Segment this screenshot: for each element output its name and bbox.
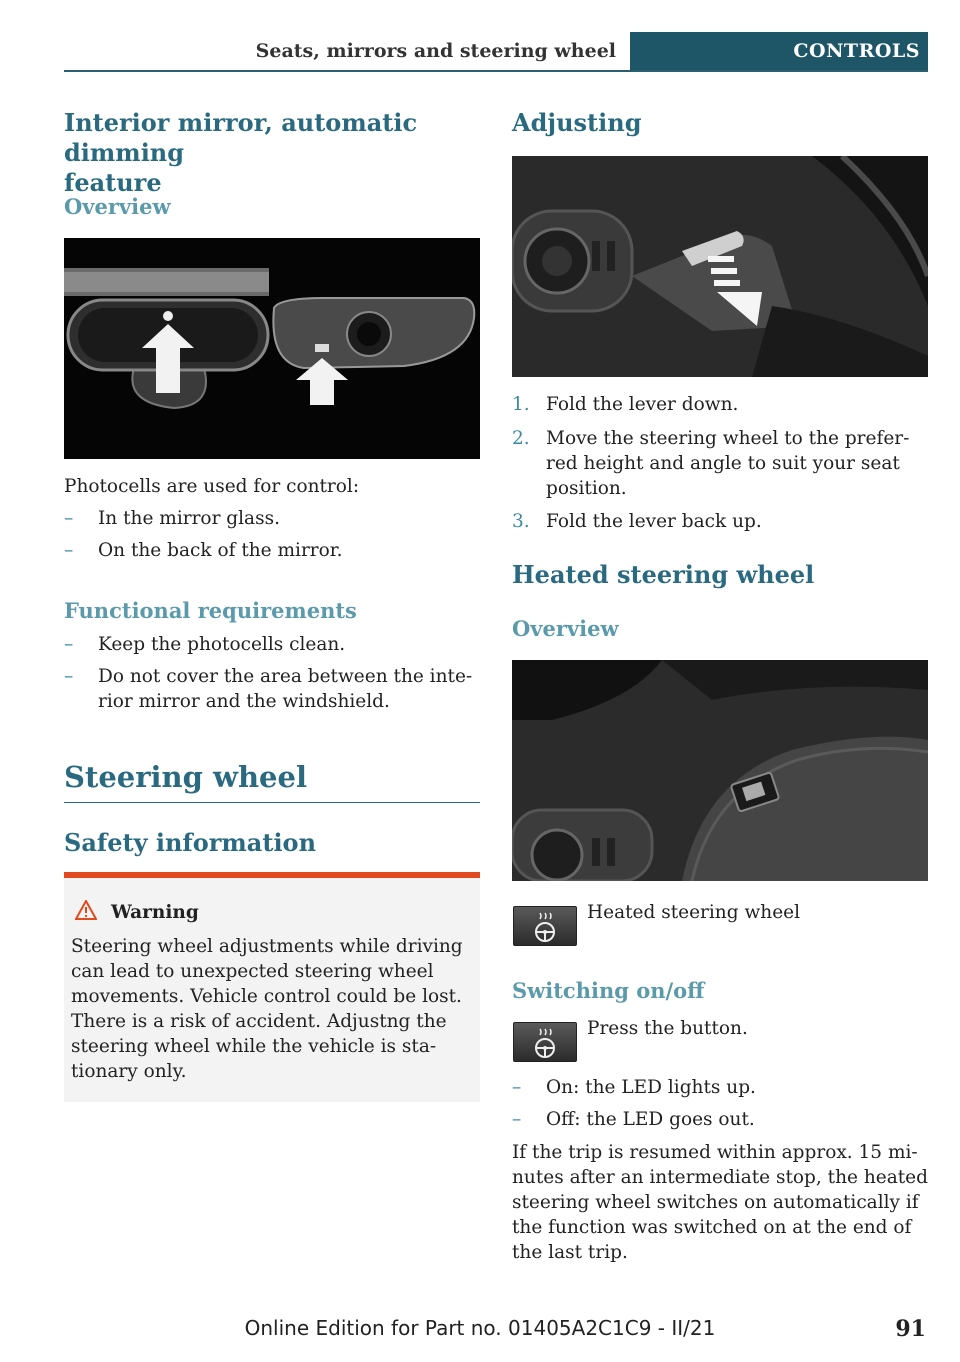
warning-text: Steering wheel adjustments while driving can lead to unexpected steering wheel movements. Vehicle control could be lost. There is a risk of accident. Adjustng the steering wheel while the vehicle is sta- tionary only.: [71, 936, 463, 1082]
page-number: 91: [895, 1316, 926, 1342]
mirror-photo: [64, 238, 480, 459]
warning-triangle-icon: [75, 900, 97, 920]
functional-requirements-heading: Functional requirements: [64, 598, 357, 623]
photocells-intro: Photocells are used for control:: [64, 476, 360, 497]
steering-lever-photo: [512, 156, 928, 377]
resume-paragraph: If the trip is resumed within approx. 15 mi- nutes after an intermediate stop, the heated steering wheel switches on automatically if the function was switched on at the end of the last trip.: [512, 1142, 928, 1263]
lever-illustration: [512, 156, 928, 377]
footer-edition: Online Edition for Part no. 01405A2C1C9 - II/21: [244, 1316, 716, 1340]
heated-overview-heading: Overview: [512, 616, 619, 641]
warning-label: Warning: [111, 902, 199, 923]
heated-steering-wheel-button-icon: [513, 1022, 577, 1062]
heated-wheel-photo: [512, 660, 928, 881]
mirror-title: Interior mirror, automatic dimming feature: [64, 108, 418, 197]
section-rule: [64, 802, 480, 803]
warning-box: [64, 872, 480, 1102]
heated-wheel-caption: Heated steering wheel: [587, 902, 801, 923]
heated-steering-wheel-heading: Heated steering wheel: [512, 560, 815, 589]
adjusting-heading: Adjusting: [512, 108, 642, 137]
press-button-text: Press the button.: [587, 1018, 748, 1039]
heated-steering-wheel-icon: [513, 906, 577, 946]
switching-heading: Switching on/off: [512, 978, 705, 1003]
header-rule: [64, 70, 928, 72]
mirror-illustration: [64, 238, 480, 459]
mirror-overview-heading: Overview: [64, 194, 171, 219]
steering-wheel-title: Steering wheel: [64, 760, 307, 794]
header-section-title: Seats, mirrors and steering wheel: [255, 40, 616, 62]
header-chapter-tab: CONTROLS: [630, 32, 928, 70]
heated-wheel-illustration: [512, 660, 928, 881]
safety-information-heading: Safety information: [64, 828, 317, 857]
